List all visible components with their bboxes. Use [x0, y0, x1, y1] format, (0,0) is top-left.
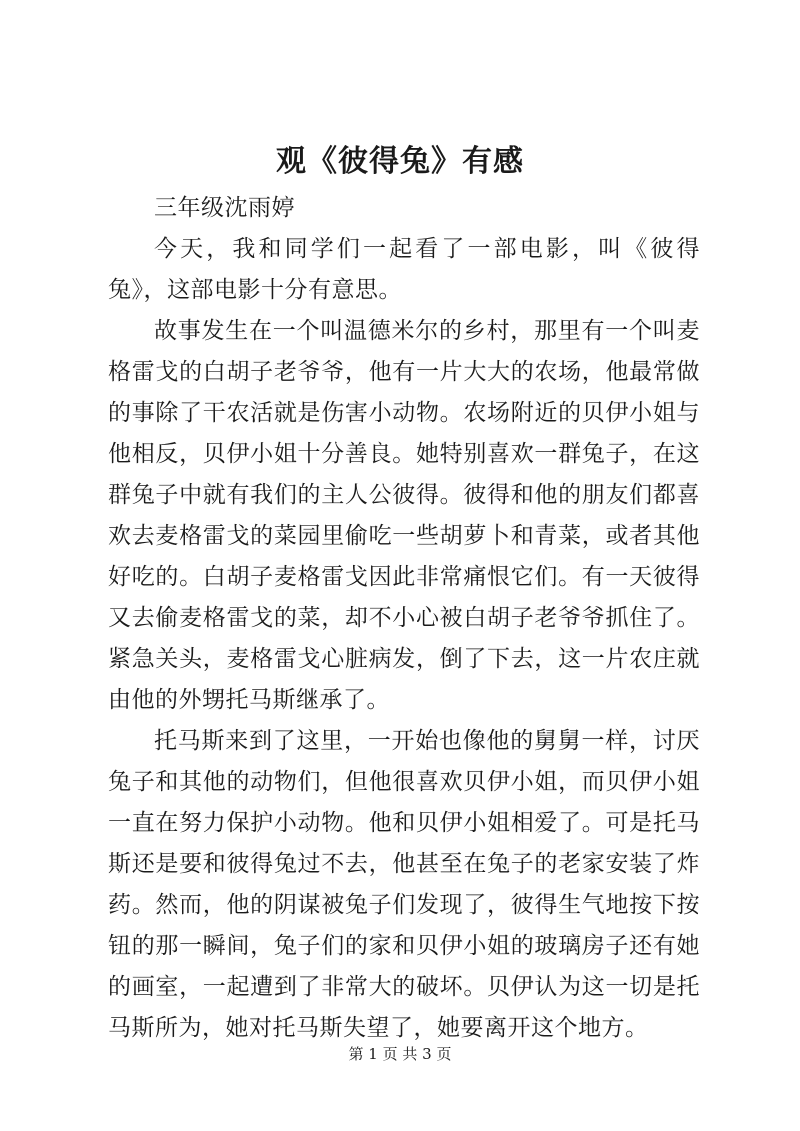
page-footer: 第 1 页 共 3 页 — [348, 1045, 452, 1063]
document-title: 观《彼得兔》有感 — [276, 144, 524, 179]
author-line: 三年级沈雨婷 — [154, 195, 295, 221]
paragraph-3: 托马斯来到了这里，一开始也像他的舅舅一样，讨厌兔子和其他的动物们，但他很喜欢贝伊小姐，而贝伊小姐一直在努力保护小动物。他和贝伊小姐相爱了。可是托马斯还是要和彼得兔过不去，他甚至在兔子的老家安装了炸药。然而，他的阴谋被兔子们发现了，彼得生气地按下按钮的那一瞬间，兔子们的家和贝伊小姐的玻璃房子还有她的画室，一起遭到了非常大的破坏。贝伊认为这一切是托马斯所为，她对托马斯失望了，她要离开这个地方。 — [108, 728, 700, 1041]
paragraph-2: 故事发生在一个叫温德米尔的乡村，那里有一个叫麦格雷戈的白胡子老爷爷，他有一片大大的农场，他最常做的事除了干农活就是伤害小动物。农场附近的贝伊小姐与他相反，贝伊小姐十分善良。她特别喜欢一群兔子，在这群兔子中就有我们的主人公彼得。彼得和他的朋友们都喜欢去麦格雷戈的菜园里偷吃一些胡萝卜和青菜，或者其他好吃的。白胡子麦格雷戈因此非常痛恨它们。有一天彼得又去偷麦格雷戈的菜，却不小心被白胡子老爷爷抓住了。紧急关头，麦格雷戈心脏病发，倒了下去，这一片农庄就由他的外甥托马斯继承了。 — [108, 318, 700, 713]
document-body — [108, 188, 700, 1049]
paragraph-1: 今天，我和同学们一起看了一部电影，叫《彼得兔》，这部电影十分有意思。 — [108, 236, 700, 303]
